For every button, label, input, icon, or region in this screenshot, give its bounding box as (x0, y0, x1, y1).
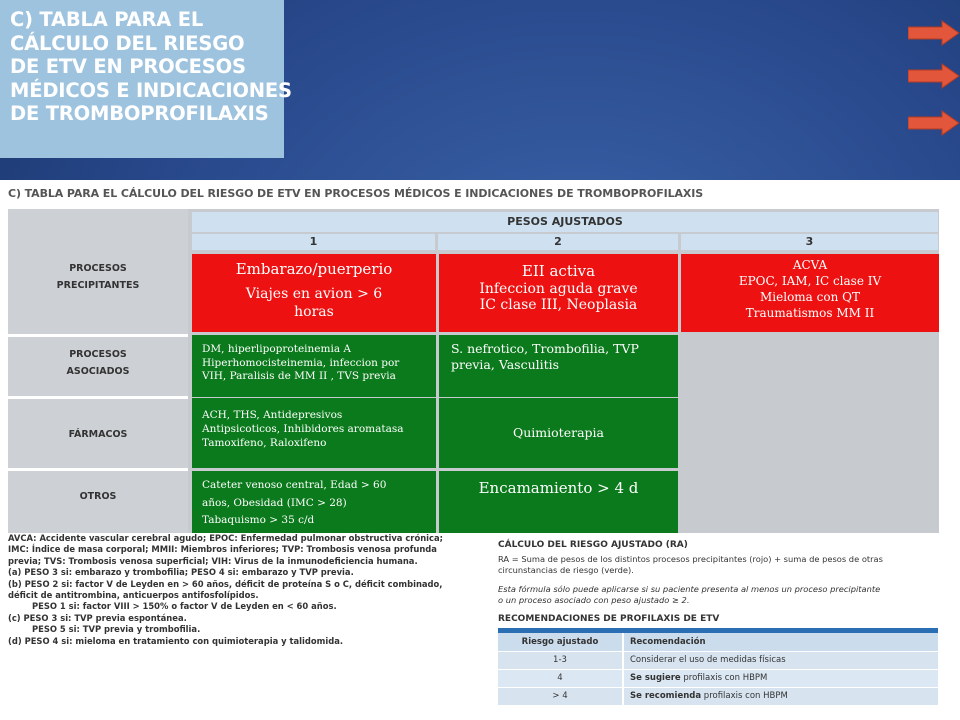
cell-text: VIH, Paralisis de MM II , TVS previa (202, 370, 396, 382)
recs-text-bold: Se recomienda (630, 691, 702, 701)
footnote-line: (b) PESO 2 si: factor V de Leyden en > 60 años, déficit de proteína S o C, déficit combinado, (8, 578, 443, 589)
arrow-right-icon (908, 110, 960, 136)
recs-header-recomendacion: Recomendación (623, 633, 938, 651)
header-pesos-ajustados: PESOS AJUSTADOS (192, 212, 938, 232)
cell-otros-1 (192, 471, 436, 533)
cell-text: DM, hiperlipoproteinemia A (202, 343, 352, 355)
cell-asociados-1 (192, 335, 436, 397)
arrow-right-icon (908, 63, 960, 89)
header-col-2: 2 (438, 234, 678, 250)
cell-text: Traumatismos MM II (745, 306, 875, 320)
footnotes (8, 533, 443, 647)
cell-precipitantes-2 (439, 254, 678, 332)
cell-text: Hiperhomocisteinemia, infeccion por (202, 356, 400, 369)
row-divider (8, 334, 188, 337)
slide-title-line: DE TROMBOPROFILAXIS (10, 102, 269, 126)
footnote-line: (a) PESO 3 si: embarazo y trombofilia; PESO 4 si: embarazo y TVP previa. (8, 567, 354, 578)
cell-text: Tabaquismo > 35 c/d (202, 514, 315, 526)
footnote-line: (d) PESO 4 si: mieloma en tratamiento con quimioterapia y talidomida. (8, 635, 344, 646)
table-row (498, 633, 938, 651)
recs-text-bold: Se sugiere (630, 673, 681, 683)
arrow-right-icon (908, 20, 960, 46)
cell-text: Tamoxifeno, Raloxifeno (202, 437, 327, 449)
document-image (0, 180, 960, 720)
recs-header-riesgo: Riesgo ajustado (498, 633, 623, 651)
row-label-text: PROCESOS (69, 263, 127, 274)
cell-precipitantes-3 (681, 254, 939, 332)
row-label-text: PRECIPITANTES (56, 280, 140, 291)
row-label-text: OTROS (79, 491, 117, 502)
table-row (498, 669, 938, 687)
cell-text: EII activa (521, 262, 596, 280)
footnote-line: PESO 5 si: TVP previa y trombofilia. (32, 624, 201, 635)
cell-text: Quimioterapia (513, 425, 604, 440)
calc-title: CÁLCULO DEL RIESGO AJUSTADO (RA) (498, 540, 688, 550)
calc-line: RA = Suma de pesos de los distintos procesos precipitantes (rojo) + suma de pesos de otras (498, 554, 883, 564)
cell-text: S. nefrotico, Trombofilia, TVP (451, 341, 639, 356)
cell-text: ACH, THS, Antidepresivos (202, 409, 343, 421)
recs-recomendacion (623, 687, 938, 705)
cell-farmacos-2 (439, 398, 678, 468)
table-row (498, 687, 938, 705)
cell-otros-2 (439, 471, 678, 533)
row-divider (8, 468, 188, 471)
calc-note: o un proceso asociado con peso ajustado ≥ 2. (498, 595, 690, 605)
recs-recomendacion (623, 651, 938, 669)
cell-asociados-2 (439, 335, 678, 397)
cell-precipitantes-1 (192, 254, 436, 332)
cell-text: EPOC, IAM, IC clase IV (738, 274, 882, 288)
row-label-precipitantes (8, 260, 188, 294)
slide-title-line: MÉDICOS E INDICACIONES (10, 78, 292, 102)
cell-text: previa, Vasculitis (451, 357, 560, 372)
row-label-farmacos (8, 426, 188, 443)
row-divider (8, 396, 188, 399)
cell-text: años, Obesidad (IMC > 28) (202, 496, 347, 509)
recs-riesgo: > 4 (498, 687, 623, 705)
recs-table (498, 633, 938, 706)
cell-text: Viajes en avion > 6 (245, 286, 383, 302)
slide-title-line: DE ETV EN PROCESOS (10, 55, 246, 79)
calc-line: circunstancias de riesgo (verde). (498, 565, 634, 575)
cell-text: Embarazo/puerperio (235, 260, 393, 278)
recs-title: RECOMENDACIONES DE PROFILAXIS DE ETV (498, 614, 720, 624)
row-label-text: FÁRMACOS (68, 429, 128, 440)
recs-text: profilaxis con HBPM (680, 673, 768, 683)
cell-text: ACVA (792, 258, 828, 272)
footnote-line: PESO 1 si: factor VIII > 150% o factor V de Leyden en < 60 años. (32, 601, 337, 612)
cell-text: horas (294, 304, 334, 320)
recs-recomendacion (623, 669, 938, 687)
header-col-1: 1 (192, 234, 435, 250)
slide-title-line: C) TABLA PARA EL (10, 8, 204, 31)
footnote-line: déficit de antitrombina, anticuerpos antifosfolípidos. (8, 590, 259, 601)
cell-text: Cateter venoso central, Edad > 60 (202, 479, 387, 491)
cell-text: Antipsicoticos, Inhibidores aromatasa (202, 423, 404, 435)
header-col-3: 3 (681, 234, 938, 250)
cell-text: IC clase III, Neoplasia (479, 297, 638, 313)
footnote-line: previa; TVS: Trombosis venosa superficial; VIH: Virus de la inmunodeficiencia humana. (8, 555, 418, 566)
slide-title-line: CÁLCULO DEL RIESGO (10, 31, 245, 55)
row-label-text: PROCESOS (69, 349, 127, 360)
row-label-asociados (8, 346, 188, 380)
footnote-line: IMC: Índice de masa corporal; MMII: Miembros inferiores; TVP: Trombosis venosa profunda (8, 544, 437, 555)
row-label-text: ASOCIADOS (66, 366, 130, 377)
cell-text: Infeccion aguda grave (479, 281, 638, 297)
cell-text: Encamamiento > 4 d (478, 479, 639, 497)
document-title: C) TABLA PARA EL CÁLCULO DEL RIESGO DE ETV EN PROCESOS MÉDICOS E INDICACIONES DE TROMBOPROFILAXIS (8, 187, 704, 200)
cell-farmacos-1 (192, 398, 436, 468)
row-label-otros (8, 488, 188, 505)
slide-title (0, 0, 292, 158)
recs-riesgo: 1-3 (498, 651, 623, 669)
calc-note: Esta fórmula sólo puede aplicarse si su paciente presenta al menos un proceso precipitante (498, 584, 881, 594)
recs-text: Considerar el uso de medidas físicas (630, 655, 786, 665)
footnote-line: (c) PESO 3 si: TVP previa espontánea. (8, 612, 187, 623)
recs-text: profilaxis con HBPM (701, 691, 788, 701)
footnote-line: AVCA: Accidente vascular cerebral agudo; EPOC: Enfermedad pulmonar obstructiva crónica; (8, 533, 443, 543)
recs-riesgo: 4 (498, 669, 623, 687)
cell-text: Mieloma con QT (760, 290, 860, 304)
table-row (498, 651, 938, 669)
